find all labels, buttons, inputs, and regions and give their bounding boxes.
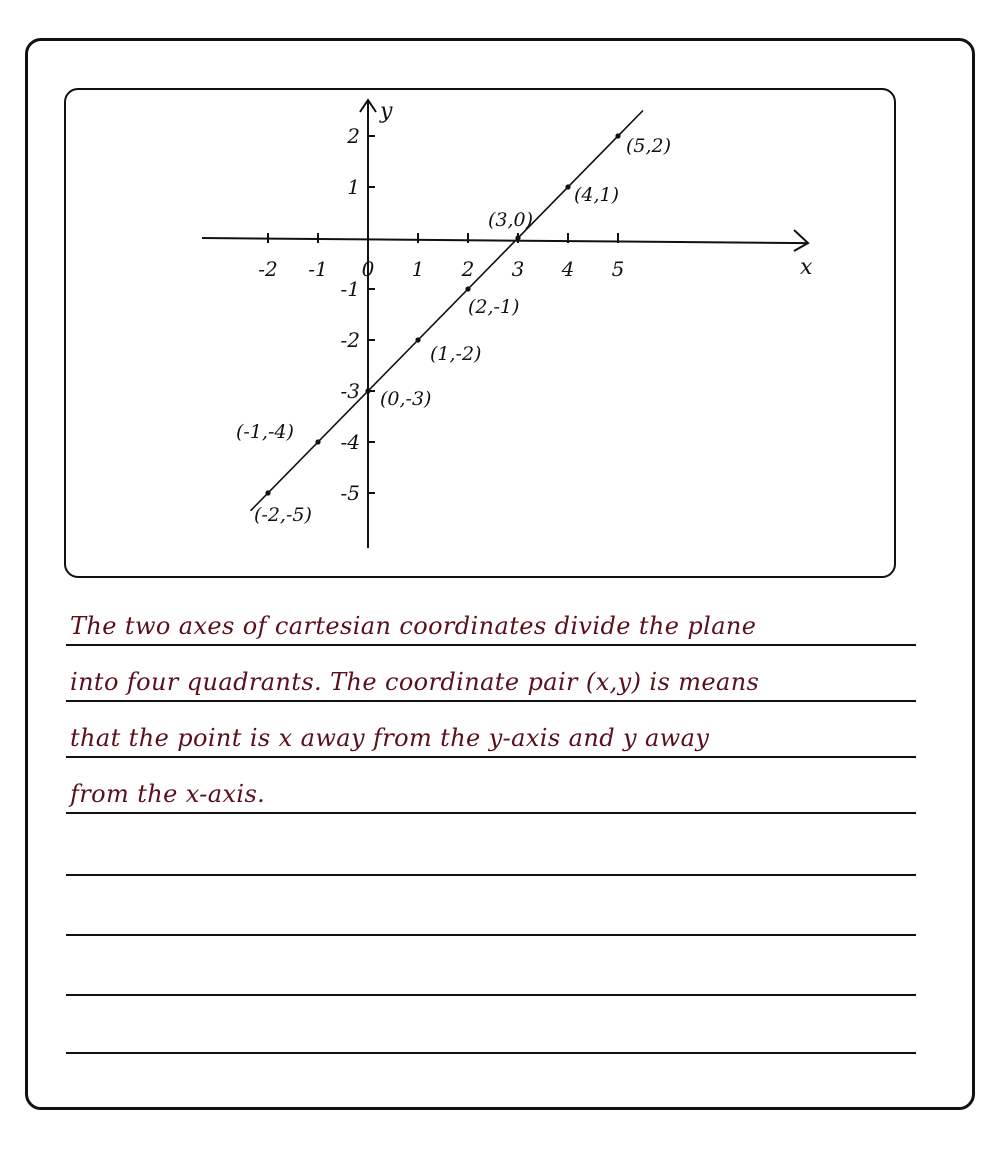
data-point (515, 235, 520, 240)
data-point (315, 439, 320, 444)
note-line-4: from the x-axis. (70, 780, 266, 808)
y-tick-label: -5 (340, 481, 360, 505)
y-tick-label: -1 (340, 277, 360, 301)
x-axis-label: x (800, 255, 813, 280)
y-axis-label: y (380, 99, 393, 124)
data-point (565, 184, 570, 189)
note-line-2: into four quadrants. The coordinate pair (x,y) is means (70, 668, 760, 696)
labels (236, 99, 813, 526)
point-label: (4,1) (574, 184, 620, 206)
x-tick-label: 5 (611, 257, 625, 281)
x-axis (202, 238, 808, 243)
note-line-1: The two axes of cartesian coordinates divide the plane (70, 612, 757, 640)
x-tick-label: -1 (308, 257, 328, 281)
line-series (251, 111, 644, 511)
data-point (415, 337, 420, 342)
x-tick-label: 4 (561, 257, 575, 281)
handwritten-notes (70, 598, 910, 822)
data-point (615, 133, 620, 138)
y-tick-label: 1 (347, 175, 360, 199)
point-label: (1,-2) (430, 343, 482, 365)
data-point (465, 286, 470, 291)
x-tick-label: 2 (461, 257, 475, 281)
x-tick-label: -2 (258, 257, 278, 281)
series-line (251, 111, 644, 511)
data-point (265, 490, 270, 495)
x-tick-label: 0 (361, 257, 375, 281)
data-point (365, 388, 370, 393)
axes (202, 100, 808, 548)
point-label: (-1,-4) (236, 421, 294, 443)
y-tick-label: -4 (340, 430, 360, 454)
point-label: (2,-1) (468, 296, 520, 318)
y-tick-label: -3 (340, 379, 360, 403)
y-tick-label: 2 (347, 124, 360, 148)
point-label: (0,-3) (380, 388, 432, 410)
x-axis-arrow (794, 230, 808, 251)
x-tick-label: 1 (411, 257, 425, 281)
x-tick-label: 3 (511, 257, 525, 281)
point-label: (5,2) (626, 135, 672, 157)
y-tick-label: -2 (340, 328, 360, 352)
note-line-3: that the point is x away from the y-axis and y away (70, 724, 710, 752)
ruled-line (66, 994, 916, 996)
point-label: (-2,-5) (254, 504, 312, 526)
ruled-line (66, 934, 916, 936)
ruled-line (66, 1052, 916, 1054)
ruled-line (66, 874, 916, 876)
point-label: (3,0) (488, 209, 534, 231)
